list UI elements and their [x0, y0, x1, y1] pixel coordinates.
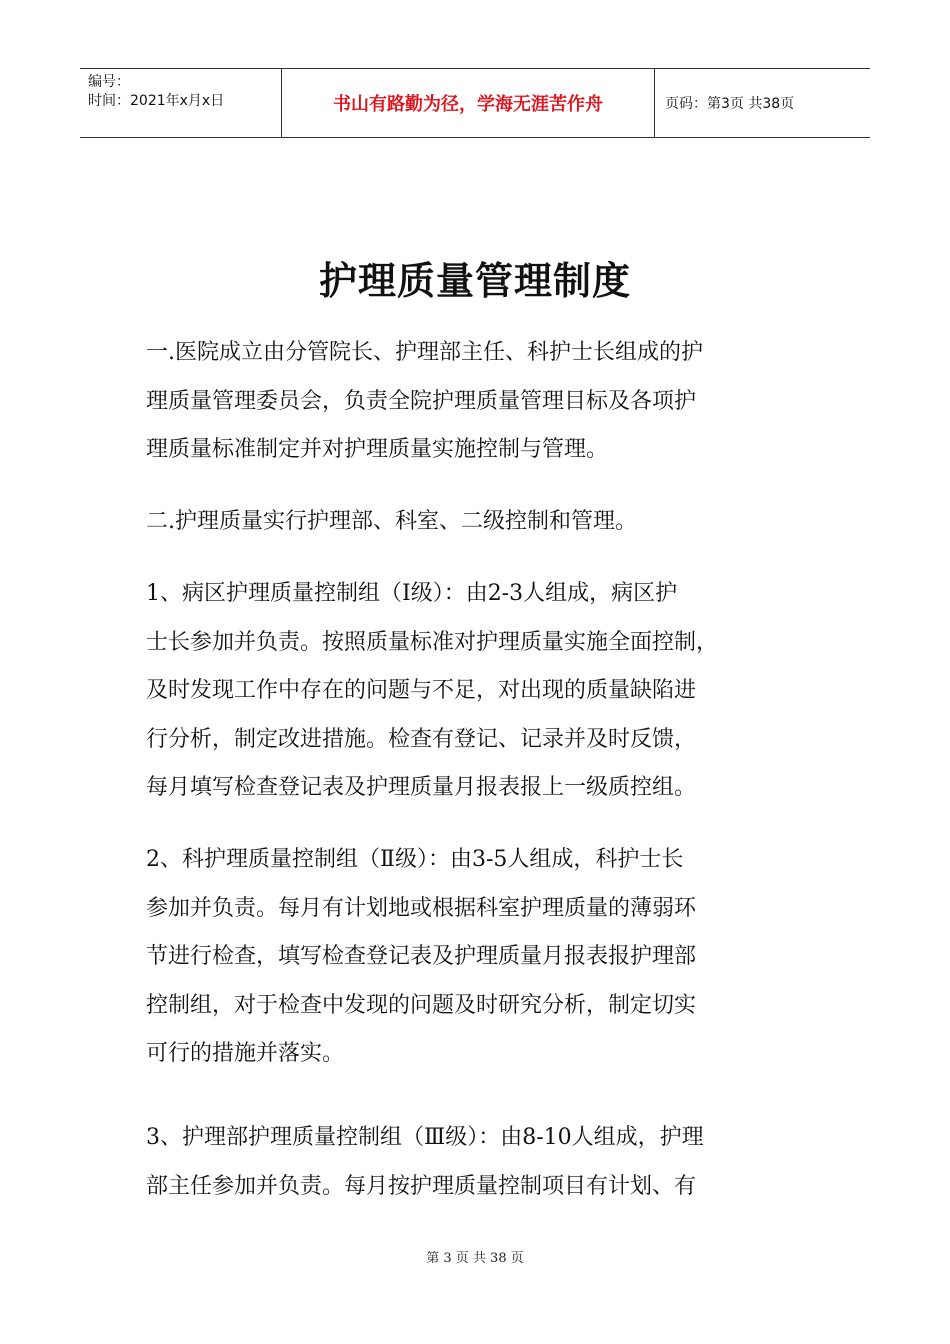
paragraph-4 — [146, 836, 816, 1079]
paragraph-line: 2、科护理质量控制组（Ⅱ级）：由3-5人组成，科护士长 — [146, 847, 684, 872]
header-page-label: 页码：第3页 共38页 — [665, 96, 795, 112]
paragraph-line: 节进行检查，填写检查登记表及护理质量月报表报护理部 — [146, 944, 697, 969]
paragraph-line: 控制组，对于检查中发现的问题及时研究分析，制定切实 — [146, 992, 697, 1018]
paragraph-line: 行分析，制定改进措施。检查有登记、记录并及时反馈， — [146, 726, 697, 752]
paragraph-line: 部主任参加并负责。每月按护理质量控制项目有计划、有 — [146, 1173, 697, 1199]
paragraph-line: 理质量标准制定并对护理质量实施控制与管理。 — [146, 437, 609, 462]
paragraph-5 — [146, 1114, 816, 1211]
paragraph-2 — [146, 498, 816, 547]
document-title: 护理质量管理制度 — [318, 259, 631, 303]
page-header — [80, 68, 870, 138]
paragraph-3 — [146, 570, 816, 813]
page-footer: 第 3 页 共 38 页 — [426, 1251, 524, 1266]
paragraph-line: 参加并负责。每月有计划地或根据科室护理质量的薄弱环 — [146, 895, 697, 921]
paragraph-1 — [146, 329, 816, 475]
paragraph-line: 1、病区护理质量控制组（Ⅰ级）：由2-3人组成，病区护 — [146, 581, 678, 606]
paragraph-line: 理质量管理委员会，负责全院护理质量管理目标及各项护 — [146, 388, 697, 414]
time-label: 时间：2021年x月x日 — [88, 93, 225, 109]
header-meta — [80, 69, 282, 137]
paragraph-line: 每月填写检查登记表及护理质量月报表报上一级质控组。 — [146, 775, 697, 800]
paragraph-line: 3、护理部护理质量控制组（Ⅲ级）：由8-10人组成，护理 — [146, 1125, 704, 1150]
paragraph-line: 士长参加并负责。按照质量标准对护理质量实施全面控制， — [146, 629, 719, 655]
paragraph-line: 二.护理质量实行护理部、科室、二级控制和管理。 — [146, 509, 637, 534]
header-motto: 书山有路勤为径，学海无涯苦作舟 — [282, 69, 655, 137]
paragraph-line: 可行的措施并落实。 — [146, 1041, 345, 1066]
paragraph-line: 及时发现工作中存在的问题与不足，对出现的质量缺陷进 — [146, 678, 697, 703]
number-label: 编号： — [88, 74, 130, 90]
paragraph-line: 一.医院成立由分管院长、护理部主任、科护士长组成的护 — [146, 340, 703, 365]
